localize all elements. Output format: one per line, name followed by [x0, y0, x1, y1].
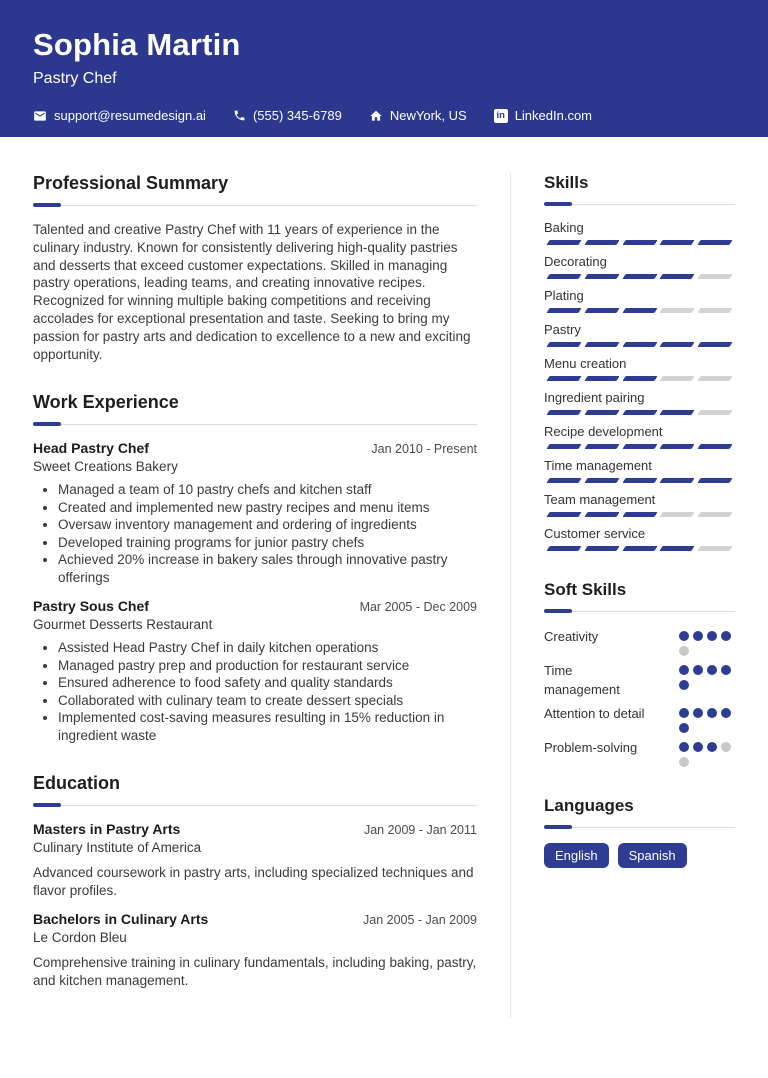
- contact-text: LinkedIn.com: [514, 108, 593, 123]
- language-badge: English: [544, 843, 609, 868]
- school-name: Le Cordon Bleu: [33, 930, 127, 946]
- job-entry: [33, 598, 477, 744]
- skill-name: Team management: [544, 492, 656, 507]
- skill-item: [544, 288, 735, 313]
- section-work-experience: [33, 392, 477, 744]
- contact-text: (555) 345-6789: [252, 108, 342, 123]
- skill-bar-segment: [584, 376, 619, 381]
- section-rule: [33, 422, 477, 426]
- contact-item: [369, 108, 467, 123]
- contact-text: support@resumedesign.ai: [54, 108, 206, 123]
- skill-bar-segment: [698, 444, 733, 449]
- skill-bar-segment: [660, 512, 695, 517]
- education-header: [33, 911, 477, 927]
- rating-dot: [721, 742, 731, 752]
- person-name: Sophia Martin: [33, 27, 241, 62]
- skill-level-bar: [544, 274, 735, 279]
- job-dates: Mar 2005 - Dec 2009: [359, 600, 477, 615]
- education-entry: [33, 911, 477, 989]
- rating-dot: [679, 680, 689, 690]
- rating-dot: [721, 631, 731, 641]
- skill-bar-segment: [546, 546, 581, 551]
- soft-skill-name: Time management: [544, 663, 620, 697]
- section-soft-skills: [544, 580, 735, 767]
- degree-dates: Jan 2005 - Jan 2009: [363, 913, 477, 928]
- skill-item: [544, 356, 735, 381]
- section-heading: Professional Summary: [33, 173, 229, 193]
- skill-name: Ingredient pairing: [544, 390, 645, 405]
- job-bullet: • Collaborated with culinary team to create dessert specials: [58, 692, 477, 710]
- skill-bar-segment: [546, 512, 581, 517]
- skill-bar-segment: [622, 410, 657, 415]
- soft-skill-name: Attention to detail: [544, 706, 645, 721]
- job-bullet: • Implemented cost-saving measures resulting in 15% reduction in ingredient waste: [58, 709, 477, 744]
- education-list: [33, 821, 477, 989]
- resume-body: [0, 137, 768, 1018]
- skill-bar-segment: [546, 308, 581, 313]
- section-education: [33, 773, 477, 989]
- education-entry: [33, 821, 477, 899]
- job-bullet: • Achieved 20% increase in bakery sales through innovative pastry offerings: [58, 551, 477, 586]
- rating-dot: [707, 742, 717, 752]
- soft-skill-item: [544, 704, 735, 733]
- skill-bar-segment: [584, 342, 619, 347]
- skill-bar-segment: [660, 410, 695, 415]
- skill-bar-segment: [660, 376, 695, 381]
- job-header: [33, 440, 477, 456]
- education-header: [33, 821, 477, 837]
- rating-dot: [679, 631, 689, 641]
- skill-level-bar: [544, 512, 735, 517]
- skill-bar-segment: [622, 546, 657, 551]
- job-bullets: [33, 481, 477, 586]
- language-badge: Spanish: [618, 843, 687, 868]
- soft-skill-dots: [679, 627, 735, 656]
- job-bullets: [33, 639, 477, 744]
- section-rule: [33, 803, 477, 807]
- skill-bar-segment: [546, 376, 581, 381]
- skill-item: [544, 220, 735, 245]
- home-icon: [369, 109, 383, 123]
- skill-bar-segment: [546, 342, 581, 347]
- skill-bar-segment: [584, 546, 619, 551]
- skill-item: [544, 458, 735, 483]
- skill-name: Pastry: [544, 322, 581, 337]
- skill-bar-segment: [584, 444, 619, 449]
- degree-name: Masters in Pastry Arts: [33, 821, 181, 838]
- section-languages: [544, 796, 735, 868]
- skill-name: Customer service: [544, 526, 646, 541]
- skill-bar-segment: [584, 240, 619, 245]
- soft-skill-name: Creativity: [544, 629, 599, 644]
- rating-dot: [721, 665, 731, 675]
- rating-dot: [679, 665, 689, 675]
- phone-icon: [233, 109, 246, 122]
- skill-item: [544, 492, 735, 517]
- contact-item: [33, 108, 206, 123]
- skill-level-bar: [544, 444, 735, 449]
- skill-name: Menu creation: [544, 356, 627, 371]
- skill-bar-segment: [698, 342, 733, 347]
- job-role: Pastry Sous Chef: [33, 598, 149, 615]
- job-bullet: • Assisted Head Pastry Chef in daily kitchen operations: [58, 639, 477, 657]
- section-skills: [544, 173, 735, 551]
- skill-level-bar: [544, 410, 735, 415]
- skill-bar-segment: [622, 478, 657, 483]
- skill-bar-segment: [584, 308, 619, 313]
- main-column: [33, 173, 511, 1018]
- skill-bar-segment: [698, 512, 733, 517]
- rating-dot: [679, 646, 689, 656]
- skill-name: Baking: [544, 220, 584, 235]
- job-header: [33, 598, 477, 614]
- skill-bar-segment: [622, 512, 657, 517]
- job-bullet: • Oversaw inventory management and ordering of ingredients: [58, 516, 477, 534]
- job-bullet: • Managed pastry prep and production for restaurant service: [58, 657, 477, 675]
- section-heading: Skills: [544, 173, 589, 192]
- degree-dates: Jan 2009 - Jan 2011: [363, 823, 477, 838]
- contact-item: [233, 108, 342, 123]
- soft-skill-item: [544, 661, 735, 699]
- section-heading: Work Experience: [33, 392, 179, 413]
- section-heading: Languages: [544, 796, 634, 815]
- skill-bar-segment: [698, 546, 733, 551]
- skill-name: Time management: [544, 458, 652, 473]
- skill-bar-segment: [622, 376, 657, 381]
- skill-bar-segment: [584, 274, 619, 279]
- skill-bar-segment: [622, 240, 657, 245]
- section-rule: [33, 203, 477, 207]
- skill-bar-segment: [660, 478, 695, 483]
- skill-bar-segment: [660, 444, 695, 449]
- skill-bar-segment: [546, 478, 581, 483]
- skill-bar-segment: [622, 444, 657, 449]
- summary-text: Talented and creative Pastry Chef with 11 years of experience in the culinary industry. Known for consistently delivering high-quality pastries and desserts that exceed customer expectations. Skilled in managing pastry operations, leading teams, and creating innovative recipes. Recognized for winning multiple baking competitions and receiving accolades for exceptional presentation and taste. Seeking to bring my passion for pastry arts and dedication to excellence to a new and exciting opportunity.: [33, 222, 471, 362]
- skill-bar-segment: [698, 410, 733, 415]
- skill-level-bar: [544, 546, 735, 551]
- skill-level-bar: [544, 376, 735, 381]
- school-name: Culinary Institute of America: [33, 840, 202, 856]
- skill-item: [544, 424, 735, 449]
- skill-bar-segment: [660, 240, 695, 245]
- skill-item: [544, 322, 735, 347]
- contact-row: [33, 108, 735, 123]
- soft-skill-dots: [679, 704, 735, 733]
- skill-item: [544, 254, 735, 279]
- skill-level-bar: [544, 478, 735, 483]
- rating-dot: [707, 708, 717, 718]
- skill-bar-segment: [660, 546, 695, 551]
- rating-dot: [693, 631, 703, 641]
- rating-dot: [693, 742, 703, 752]
- soft-skill-item: [544, 627, 735, 656]
- skill-bar-segment: [660, 274, 695, 279]
- skill-bar-segment: [698, 240, 733, 245]
- skill-item: [544, 526, 735, 551]
- soft-skill-dots: [679, 661, 735, 699]
- job-bullet: • Ensured adherence to food safety and quality standards: [58, 674, 477, 692]
- skill-bar-segment: [698, 274, 733, 279]
- skill-bar-segment: [584, 512, 619, 517]
- rating-dot: [693, 665, 703, 675]
- resume-header: [0, 0, 768, 137]
- email-icon: [33, 109, 47, 123]
- jobs-list: [33, 440, 477, 744]
- section-heading: Soft Skills: [544, 580, 627, 599]
- rating-dot: [721, 708, 731, 718]
- skills-list: [544, 220, 735, 551]
- linkedin-icon: in: [494, 109, 508, 123]
- degree-description: Comprehensive training in culinary fundamentals, including baking, pastry, and kitchen management.: [33, 955, 477, 988]
- skill-bar-segment: [546, 240, 581, 245]
- skill-name: Decorating: [544, 254, 607, 269]
- rating-dot: [679, 708, 689, 718]
- job-company: Gourmet Desserts Restaurant: [33, 617, 213, 633]
- degree-name: Bachelors in Culinary Arts: [33, 911, 209, 928]
- job-bullet: • Created and implemented new pastry recipes and menu items: [58, 499, 477, 517]
- skill-bar-segment: [698, 478, 733, 483]
- skill-bar-segment: [622, 308, 657, 313]
- rating-dot: [693, 708, 703, 718]
- skill-level-bar: [544, 308, 735, 313]
- job-entry: [33, 440, 477, 586]
- job-bullet: • Developed training programs for junior pastry chefs: [58, 534, 477, 552]
- skill-bar-segment: [546, 274, 581, 279]
- skill-item: [544, 390, 735, 415]
- skill-bar-segment: [584, 410, 619, 415]
- skill-name: Recipe development: [544, 424, 663, 439]
- skill-bar-segment: [660, 308, 695, 313]
- soft-skills-list: [544, 627, 735, 767]
- job-company: Sweet Creations Bakery: [33, 459, 178, 475]
- skill-name: Plating: [544, 288, 584, 303]
- degree-description: Advanced coursework in pastry arts, including specialized techniques and flavor profiles.: [33, 865, 474, 898]
- contact-text: NewYork, US: [389, 108, 467, 123]
- skill-bar-segment: [698, 376, 733, 381]
- rating-dot: [707, 665, 717, 675]
- section-professional-summary: [33, 173, 477, 363]
- skill-bar-segment: [698, 308, 733, 313]
- job-bullet: • Managed a team of 10 pastry chefs and kitchen staff: [58, 481, 477, 499]
- skill-bar-segment: [584, 478, 619, 483]
- sidebar-column: [511, 173, 735, 1018]
- job-title: Pastry Chef: [33, 70, 117, 87]
- skill-level-bar: [544, 240, 735, 245]
- rating-dot: [679, 742, 689, 752]
- skill-bar-segment: [660, 342, 695, 347]
- job-dates: Jan 2010 - Present: [371, 442, 477, 457]
- section-rule: [544, 609, 735, 613]
- skill-level-bar: [544, 342, 735, 347]
- rating-dot: [679, 757, 689, 767]
- language-badges: [544, 843, 735, 868]
- contact-item: [494, 108, 592, 123]
- skill-bar-segment: [622, 274, 657, 279]
- section-rule: [544, 825, 735, 829]
- skill-bar-segment: [546, 444, 581, 449]
- soft-skill-name: Problem-solving: [544, 740, 638, 755]
- job-role: Head Pastry Chef: [33, 440, 149, 457]
- rating-dot: [679, 723, 689, 733]
- soft-skill-item: [544, 738, 735, 767]
- section-heading: Education: [33, 773, 121, 794]
- skill-bar-segment: [622, 342, 657, 347]
- skill-bar-segment: [546, 410, 581, 415]
- rating-dot: [707, 631, 717, 641]
- section-rule: [544, 202, 735, 206]
- soft-skill-dots: [679, 738, 735, 767]
